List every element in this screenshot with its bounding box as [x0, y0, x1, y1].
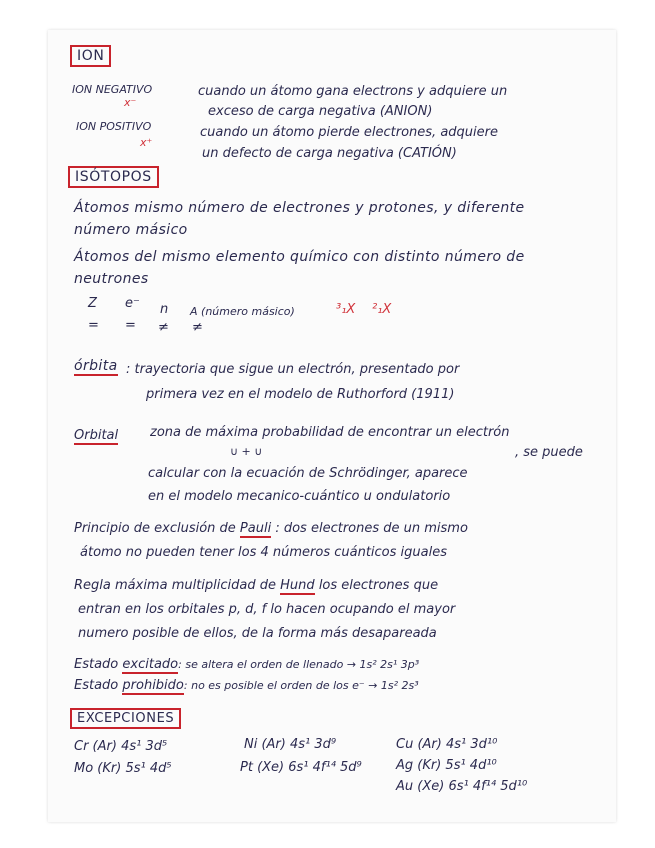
exception-pt: Pt (Xe) 6s¹ 4f¹⁴ 5d⁹ — [240, 760, 362, 775]
excitado-text: : se altera el orden de llenado → 1s² 2s¹ 3p³ — [178, 658, 420, 671]
orbital-line1: zona de máxima probabilidad de encontrar un electrón — [150, 425, 510, 440]
pauli-line1-end: : dos electrones de un mismo — [275, 521, 468, 536]
hund-line1 — [74, 578, 438, 593]
hund-line2: entran en los orbitales p, d, f lo hacen ocupando el mayor — [78, 602, 456, 617]
hund-line1-end: los electrones que — [318, 578, 439, 593]
exception-ag: Ag (Kr) 5s¹ 4d¹⁰ — [396, 758, 497, 773]
table-a: A (número másico) — [190, 305, 295, 318]
isotope-example-1: ³₁X — [336, 302, 356, 317]
ion-negativo-label: ION NEGATIVO — [72, 83, 153, 96]
pauli-line2: átomo no pueden tener los 4 números cuánticos iguales — [80, 545, 447, 560]
prohibido-text: : no es posible el orden de los e⁻ → 1s² 2s³ — [183, 679, 419, 692]
orbital-line3: calcular con la ecuación de Schrödinger, aparece — [148, 466, 468, 481]
excitado-prefix: Estado — [74, 657, 119, 672]
estado-excitado-line — [74, 657, 419, 672]
orbita-term: órbita — [74, 358, 118, 374]
ion-positivo-line1: cuando un átomo pierde electrones, adquiere — [200, 125, 498, 140]
ion-negativo-line1: cuando un átomo gana electrons y adquiere un — [198, 84, 508, 99]
exception-ni: Ni (Ar) 4s¹ 3d⁹ — [244, 737, 337, 752]
table-n-neq: ≠ — [158, 320, 169, 335]
hund-line3: numero posible de ellos, de la forma más desapareada — [78, 626, 437, 641]
isotopos-def1-line1: Átomos mismo número de electrones y protones, y diferente — [74, 200, 525, 216]
orbita-line1: : trayectoria que sigue un electrón, presentado por — [126, 362, 460, 377]
ion-positivo-label: ION POSITIVO — [76, 120, 152, 133]
ion-negativo-line2: exceso de carga negativa (ANION) — [208, 104, 433, 119]
isotopos-def1-line2: número másico — [74, 222, 188, 238]
isotope-example-2: ²₁X — [372, 302, 392, 317]
orbita-line2: primera vez en el modelo de Ruthorford (1911) — [146, 387, 455, 402]
hund-name: Hund — [280, 578, 315, 593]
estado-prohibido-line — [74, 678, 419, 693]
prohibido-prefix: Estado — [74, 678, 119, 693]
anion-symbol: x⁻ — [124, 96, 137, 109]
exception-cr: Cr (Ar) 4s¹ 3d⁵ — [74, 739, 168, 754]
orbital-line2-end: , se puede — [515, 445, 583, 460]
pauli-line1 — [74, 521, 468, 536]
excepciones-heading: EXCEPCIONES — [70, 708, 181, 729]
orbital-line4: en el modelo mecanico-cuántico u ondulatorio — [148, 489, 451, 504]
cation-symbol: x⁺ — [140, 136, 153, 149]
table-e: e⁻ — [125, 296, 140, 311]
orbital-marks: ∪ + ∪ — [230, 445, 263, 458]
table-e-eq: = — [125, 318, 136, 333]
exception-cu: Cu (Ar) 4s¹ 3d¹⁰ — [396, 737, 498, 752]
ion-heading: ION — [70, 45, 111, 67]
orbital-term: Orbital — [74, 428, 119, 443]
table-n: n — [160, 302, 169, 317]
pauli-name: Pauli — [239, 521, 272, 536]
exception-mo: Mo (Kr) 5s¹ 4d⁵ — [74, 761, 172, 776]
excitado-term: excitado — [122, 657, 179, 672]
ion-positivo-line2: un defecto de carga negativa (CATIÓN) — [202, 146, 457, 161]
table-z-eq: = — [88, 318, 99, 333]
isotopos-def2-line2: neutrones — [74, 271, 149, 287]
table-a-neq: ≠ — [192, 320, 203, 335]
exception-au: Au (Xe) 6s¹ 4f¹⁴ 5d¹⁰ — [396, 779, 528, 794]
prohibido-term: prohibido — [122, 678, 184, 693]
table-z: Z — [88, 296, 97, 311]
hund-prefix: Regla máxima multiplicidad de — [74, 578, 277, 593]
isotopos-def2-line1: Átomos del mismo elemento químico con distinto número de — [74, 249, 525, 265]
isotopos-heading: ISÓTOPOS — [68, 166, 159, 188]
pauli-prefix: Principio de exclusión de — [74, 521, 236, 536]
